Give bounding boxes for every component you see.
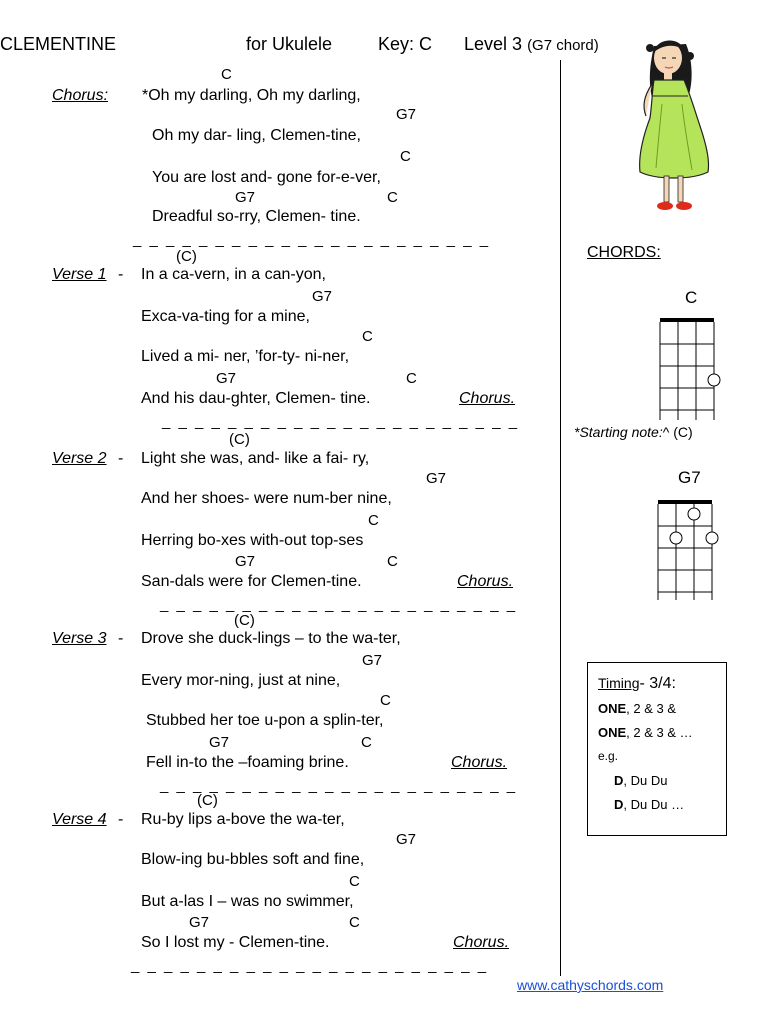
- column-divider: [560, 60, 561, 976]
- lyric-line: Drove she duck-lings – to the wa-ter,: [141, 630, 401, 647]
- strum-pattern: , Du Du …: [623, 797, 685, 812]
- chord: G7: [312, 288, 333, 305]
- lyric-line: Every mor-ning, just at nine,: [141, 672, 341, 689]
- chord-diagram-g7-name: G7: [678, 468, 701, 487]
- timing-title: [598, 675, 676, 693]
- timing-beat: ONE: [598, 701, 627, 716]
- lyric-line: Exca-va-ting for a mine,: [141, 308, 310, 325]
- label-dash: -: [118, 450, 124, 467]
- key-label: Key: C: [378, 34, 433, 54]
- chord: C: [368, 512, 379, 529]
- lyric-line: And his dau-ghter, Clemen- tine.: [141, 390, 371, 407]
- timing-line: [614, 773, 667, 788]
- lyric-line: Herring bo-xes with-out top-ses: [141, 532, 364, 549]
- label-dash: -: [118, 630, 124, 647]
- chord: G7: [396, 831, 417, 848]
- lyric-line: Stubbed her toe u-pon a splin-ter,: [146, 712, 384, 729]
- chord: G7: [362, 652, 383, 669]
- start-chord: (C): [176, 248, 197, 265]
- chord: C: [380, 692, 391, 709]
- lyric-line: Blow-ing bu-bbles soft and fine,: [141, 851, 365, 868]
- timing-line: [598, 725, 693, 740]
- chord: C: [400, 148, 411, 165]
- lyric-line: So I lost my - Clemen-tine.: [141, 934, 330, 951]
- level-text: Level 3: [464, 34, 523, 54]
- lyric-line: San-dals were for Clemen-tine.: [141, 573, 362, 590]
- label-dash: -: [118, 266, 124, 283]
- chord: G7: [189, 914, 210, 931]
- song-title: CLEMENTINE: [0, 34, 117, 54]
- lyric-line: Light she was, and- like a fai- ry,: [141, 450, 370, 467]
- strum-down: D: [614, 773, 624, 788]
- chord: C: [406, 370, 417, 387]
- chorus-ref: Chorus.: [453, 934, 510, 951]
- lyric-line: Fell in-to the –foaming brine.: [146, 754, 349, 771]
- chord: G7: [209, 734, 230, 751]
- chord: C: [349, 873, 360, 890]
- chorus-label: Chorus:: [52, 87, 109, 104]
- starting-note: [574, 424, 693, 440]
- lyric-line: But a-las I – was no swimmer,: [141, 893, 354, 910]
- separator: _ _ _ _ _ _ _ _ _ _ _ _ _ _ _ _ _ _ _ _ _ _: [131, 957, 489, 974]
- starting-note-value: ^ (C): [662, 424, 693, 440]
- chord: G7: [216, 370, 237, 387]
- chord: G7: [426, 470, 447, 487]
- start-chord: (C): [234, 612, 255, 629]
- chords-heading: CHORDS:: [587, 244, 661, 261]
- lyric-line: And her shoes- were num-ber nine,: [141, 490, 392, 507]
- lyric-line: Oh my dar- ling, Clemen-tine,: [152, 127, 361, 144]
- separator: _ _ _ _ _ _ _ _ _ _ _ _ _ _ _ _ _ _ _ _ _ _: [133, 231, 491, 248]
- lyric-line: Ru-by lips a-bove the wa-ter,: [141, 811, 345, 828]
- start-chord: (C): [197, 792, 218, 809]
- chorus-ref: Chorus.: [457, 573, 514, 590]
- chord: G7: [235, 553, 256, 570]
- chord: C: [361, 734, 372, 751]
- timing-beat: ONE: [598, 725, 627, 740]
- timing-example-label: e.g.: [598, 749, 619, 763]
- level-note: (G7 chord): [527, 37, 599, 54]
- label-dash: -: [118, 811, 124, 828]
- verse-label: Verse 2: [52, 450, 107, 467]
- timing-line: [614, 797, 684, 812]
- strum-down: D: [614, 797, 624, 812]
- lyric-line: Lived a mi- ner, ’for-ty- ni-ner,: [141, 348, 350, 365]
- separator: _ _ _ _ _ _ _ _ _ _ _ _ _ _ _ _ _ _ _ _ _ _: [162, 413, 520, 430]
- start-chord: (C): [229, 431, 250, 448]
- chord: C: [387, 553, 398, 570]
- timing-line: [598, 701, 676, 716]
- clementine-girl-illustration: [632, 34, 714, 216]
- verse-label: Verse 1: [52, 266, 107, 283]
- separator: _ _ _ _ _ _ _ _ _ _ _ _ _ _ _ _ _ _ _ _ _ _: [160, 777, 518, 794]
- instrument-label: for Ukulele: [246, 34, 333, 54]
- chorus-ref: Chorus.: [451, 754, 508, 771]
- chorus-ref: Chorus.: [459, 390, 516, 407]
- timing-count: , 2 & 3 &: [626, 701, 677, 716]
- lyric-line: In a ca-vern, in a can-yon,: [141, 266, 326, 283]
- chord-diagram-c-name: C: [685, 288, 698, 307]
- chord-diagram-g7: [652, 496, 726, 606]
- chord-diagram-c: [656, 314, 726, 424]
- level-label: [464, 34, 599, 55]
- website-link[interactable]: www.cathyschords.com: [517, 977, 664, 993]
- lyric-line: You are lost and- gone for-e-ver,: [152, 169, 381, 186]
- chord: G7: [396, 106, 417, 123]
- timing-box: [587, 662, 727, 836]
- timing-label: Timing: [598, 675, 640, 691]
- verse-label: Verse 3: [52, 630, 107, 647]
- lyric-line: *Oh my darling, Oh my darling,: [142, 87, 361, 104]
- chord: C: [221, 66, 232, 83]
- chord: C: [349, 914, 360, 931]
- lyric-line: Dreadful so-rry, Clemen- tine.: [152, 208, 361, 225]
- starting-note-label: *Starting note:: [574, 424, 663, 440]
- timing-count: , 2 & 3 & …: [626, 725, 693, 740]
- verse-label: Verse 4: [52, 811, 107, 828]
- chord: G7: [235, 189, 256, 206]
- separator: _ _ _ _ _ _ _ _ _ _ _ _ _ _ _ _ _ _ _ _ _ _: [160, 596, 518, 613]
- strum-pattern: , Du Du: [623, 773, 668, 788]
- timing-meter: - 3/4:: [639, 675, 676, 692]
- chord: C: [362, 328, 373, 345]
- chord: C: [387, 189, 398, 206]
